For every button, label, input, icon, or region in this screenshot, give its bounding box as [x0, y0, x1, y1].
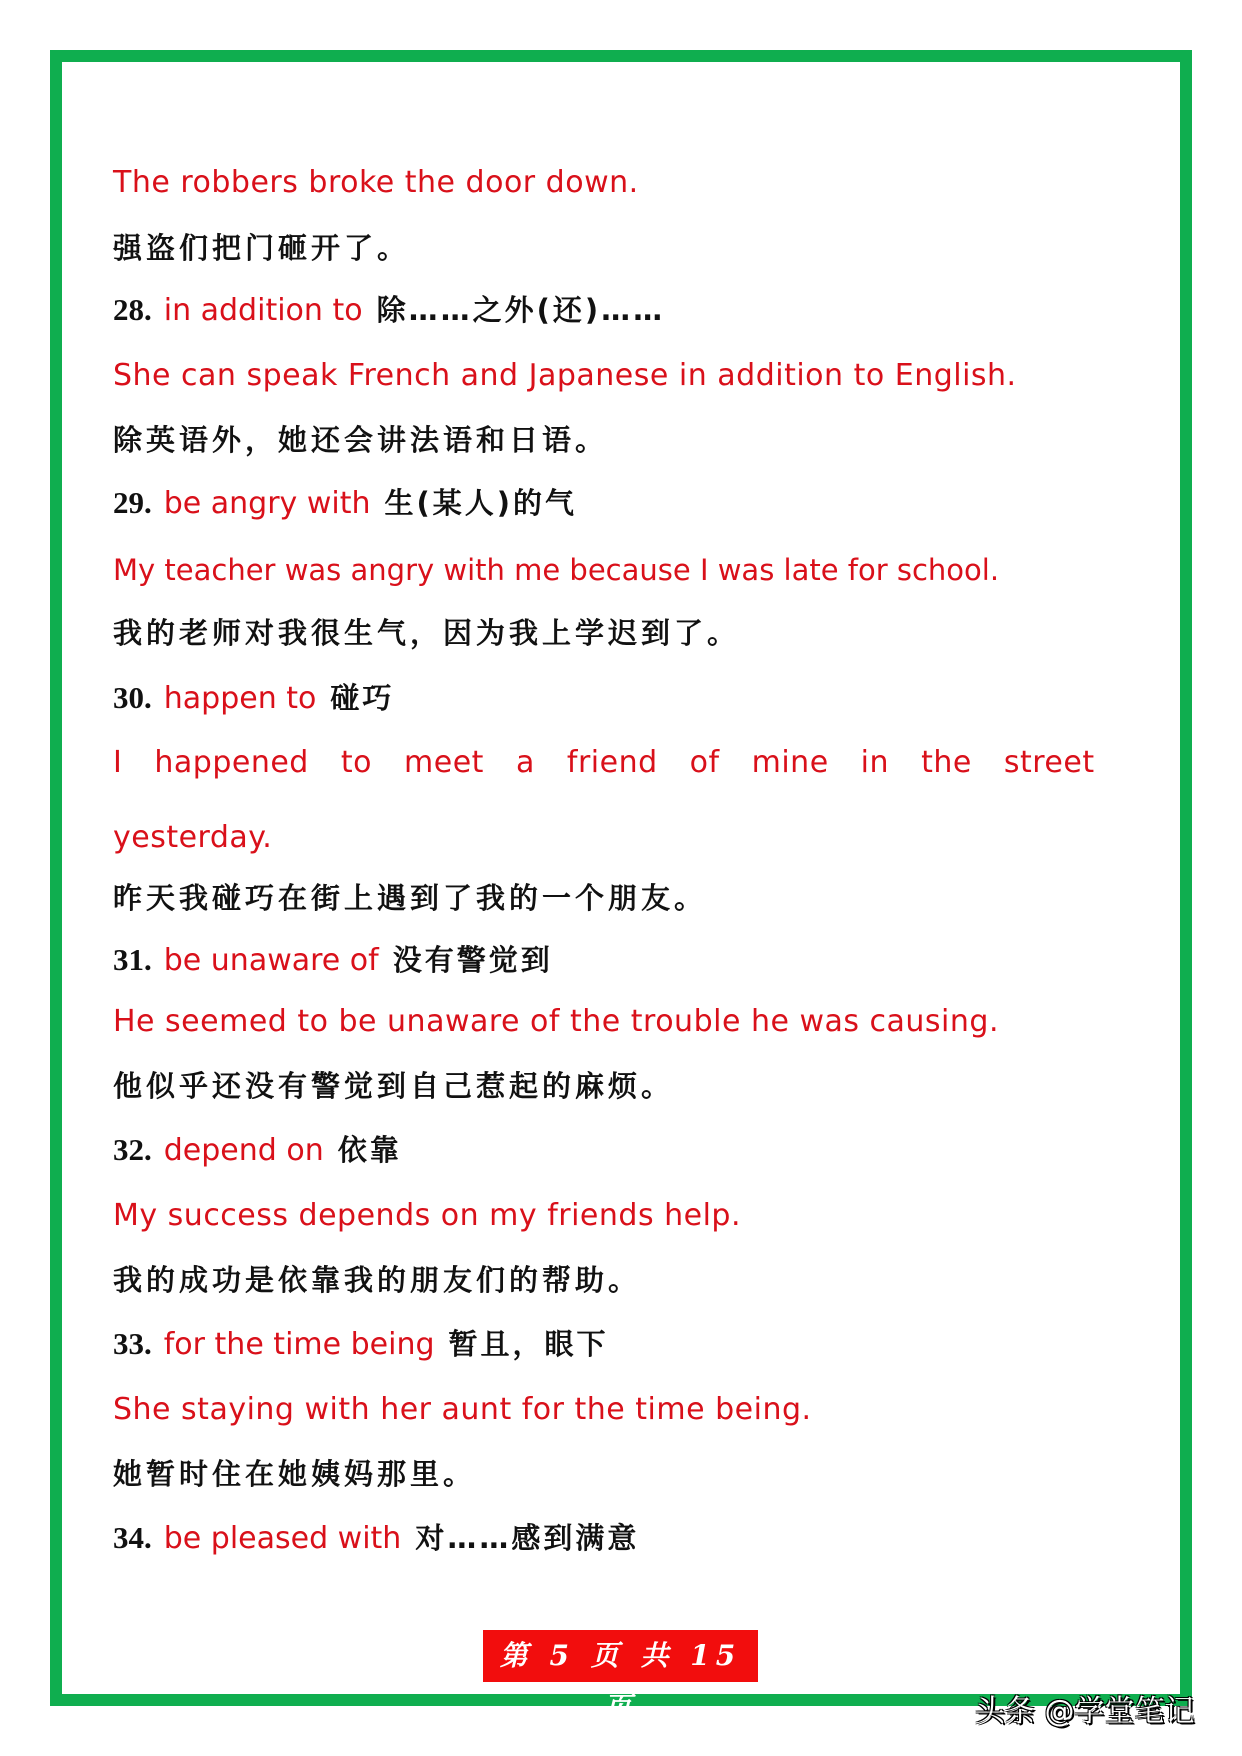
- entry-number: 32.: [113, 1132, 152, 1167]
- example-chinese: 她暂时住在她姨妈那里。: [113, 1457, 477, 1491]
- phrase-term: depend on: [163, 1133, 324, 1168]
- phrase-meaning: 除……之外(还)……: [376, 293, 666, 327]
- phrase-entry-31: [113, 938, 553, 982]
- phrase-entry-28: [113, 288, 665, 332]
- entry-number: 34.: [113, 1520, 152, 1555]
- phrase-entry-34: [113, 1516, 639, 1560]
- phrase-entry-29: [113, 481, 577, 525]
- example-english: She staying with her aunt for the time being.: [113, 1392, 812, 1427]
- phrase-term: be angry with: [163, 486, 371, 521]
- example-english: My teacher was angry with me because I was late for school.: [113, 553, 1000, 587]
- example-chinese: 我的成功是依靠我的朋友们的帮助。: [113, 1263, 642, 1297]
- example-chinese: 除英语外，她还会讲法语和日语。: [113, 423, 609, 457]
- example-chinese: 昨天我碰巧在街上遇到了我的一个朋友。: [113, 881, 708, 915]
- example-english-line2: yesterday.: [113, 820, 273, 855]
- example-english: He seemed to be unaware of the trouble he was causing.: [113, 1004, 999, 1039]
- example-chinese: 我的老师对我很生气，因为我上学迟到了。: [113, 616, 741, 650]
- phrase-term: in addition to: [163, 293, 363, 328]
- page-number-badge: 第 5 页 共 15 页: [483, 1630, 758, 1682]
- phrase-meaning: 对……感到满意: [415, 1521, 640, 1555]
- entry-number: 33.: [113, 1326, 152, 1361]
- entry-number: 30.: [113, 680, 152, 715]
- example-chinese: 强盗们把门砸开了。: [113, 231, 411, 265]
- example-chinese: 他似乎还没有警觉到自己惹起的麻烦。: [113, 1069, 675, 1103]
- phrase-term: be pleased with: [163, 1521, 402, 1556]
- phrase-term: be unaware of: [163, 943, 379, 978]
- phrase-entry-30: [113, 676, 394, 720]
- phrase-term: happen to: [163, 681, 317, 716]
- example-english-line1: I happened to meet a friend of mine in the street: [113, 745, 1095, 780]
- example-english: She can speak French and Japanese in addition to English.: [113, 358, 1017, 393]
- phrase-entry-33: [113, 1322, 609, 1366]
- phrase-meaning: 生(某人)的气: [384, 486, 578, 520]
- phrase-meaning: 没有警觉到: [392, 943, 553, 977]
- phrase-meaning: 暂且，眼下: [448, 1327, 609, 1361]
- entry-number: 29.: [113, 485, 152, 520]
- example-english: The robbers broke the door down.: [113, 165, 639, 200]
- phrase-term: for the time being: [163, 1327, 435, 1362]
- phrase-meaning: 依靠: [337, 1133, 402, 1167]
- example-english: My success depends on my friends help.: [113, 1198, 741, 1233]
- source-watermark: 头条 @学堂笔记: [975, 1694, 1195, 1729]
- entry-number: 28.: [113, 292, 152, 327]
- phrase-meaning: 碰巧: [330, 681, 395, 715]
- entry-number: 31.: [113, 942, 152, 977]
- phrase-entry-32: [113, 1128, 402, 1172]
